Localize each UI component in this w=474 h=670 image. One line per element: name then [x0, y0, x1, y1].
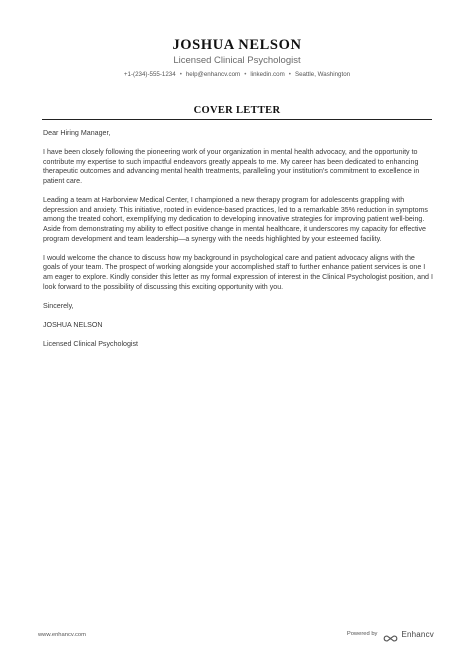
letter-paragraph-1: I have been closely following the pioneering work of your organization in mental health advocacy, and the opportunity to contribute my expertise to such impactful endeavors greatly appeals to me. My career has been dedicated to enhancing therapeutic outcomes and advancing mental health treatments, paralleling your institution's commitment to excellence in patient care.: [43, 148, 420, 185]
applicant-name: JOSHUA NELSON: [172, 37, 302, 53]
linkedin-link[interactable]: linkedin.com: [250, 71, 285, 78]
separator-dot: •: [244, 71, 247, 78]
signature-name: JOSHUA NELSON: [43, 320, 103, 329]
enhancv-logo-icon: [383, 630, 398, 639]
contact-line: [0, 70, 474, 79]
letter-greeting: Dear Hiring Manager,: [43, 129, 111, 137]
resume-header: [0, 36, 474, 79]
powered-by-label: Powered by: [346, 631, 378, 637]
footer-website-link[interactable]: www.enhancv.com: [38, 632, 86, 638]
phone-number[interactable]: +1-(234)-555-1234: [123, 71, 176, 78]
letter-body: [43, 129, 433, 359]
letter-paragraph-2: Leading a team at Harborview Medical Center, I championed a new therapy program for adolescents grappling with depression and anxiety. This initiative, rooted in evidence-based practices, led to a remarkable 35% reduction in symptoms among the treated cohort, exemplifying my dedication to developing innovative strategies for improving patient well-being. Aside from demonstrating my ability to effect positive change in mental healthcare, it underscores my capacity for effective program development and team leadership—a synergy with the needs highlighted by your esteemed facility.: [43, 196, 428, 243]
letter-paragraph-3: I would welcome the chance to discuss how my background in psychological care and patient advocacy aligns with the goals of your team. The prospect of working alongside your accomplished staff to further enhance patient services is one I am eager to explore. Kindly consider this letter as my formal expression of interest in the Clinical Psychologist position, and I look forward to the possibility of discussing this exciting opportunity with you.: [43, 253, 433, 291]
powered-by-badge[interactable]: [347, 628, 434, 640]
separator-dot: •: [288, 71, 291, 78]
brand-name: Enhancv: [401, 629, 434, 639]
section-title: COVER LETTER: [193, 105, 281, 116]
location-text: Seattle, Washington: [294, 71, 351, 78]
separator-dot: •: [179, 71, 182, 78]
applicant-title: Licensed Clinical Psychologist: [173, 55, 301, 66]
email-link[interactable]: help@enhancv.com: [185, 71, 241, 78]
section-divider: [42, 119, 432, 120]
signature-title: Licensed Clinical Psychologist: [43, 340, 139, 349]
letter-closing: Sincerely,: [43, 301, 74, 310]
